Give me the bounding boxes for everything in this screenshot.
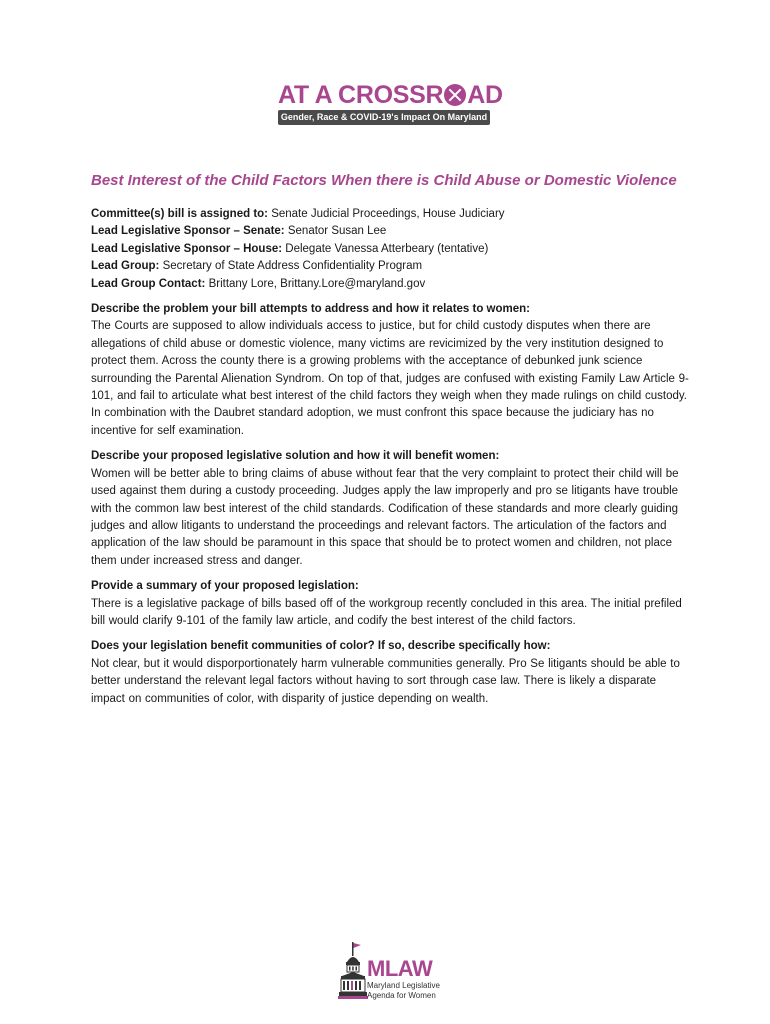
crossroad-logo-title: AT A CROSSR AD [278, 81, 503, 109]
section-body: Women will be better able to bring claims of abuse without fear that the very complaint to protect their child will be used against them during a custody proceeding. Judges apply the law improperly and pro se litigants have trouble with the common law best interest of the child standards. Codification of these standards and more clearly guiding judges and allow litigants to understand the proceedings and relevant factors. The articulation of the factors and application of the law should be paramount in this space that should be to protect women and children, not place them under increased stress and danger. [91, 467, 679, 567]
mlaw-subtitle: Maryland Legislative Agenda for Women [367, 981, 440, 1000]
meta-lead-contact: Lead Group Contact: Brittany Lore, Brittany.Lore@maryland.gov [91, 277, 426, 290]
section-communities-of-color [91, 638, 691, 708]
mlaw-logo [337, 940, 447, 1006]
section-heading: Describe the problem your bill attempts to address and how it relates to women: [91, 303, 530, 316]
meta-lead-group: Lead Group: Secretary of State Address Confidentiality Program [91, 260, 423, 273]
section-problem [91, 301, 691, 440]
crossroad-logo [278, 80, 503, 126]
capitol-building-icon [337, 940, 369, 1004]
document-body [91, 170, 691, 708]
document-title: Best Interest of the Child Factors When there is Child Abuse or Domestic Violence [91, 172, 677, 189]
bill-meta [91, 206, 691, 293]
mlaw-wordmark: MLAW [367, 956, 433, 981]
section-body: Not clear, but it would disporportionately harm vulnerable communities generally. Pro Se litigants should be able to better understand the relevant legal factors without having to sort through case law. There is likely a disparate impact on communities of color, with disparity of justice depending on wealth. [91, 657, 680, 705]
section-body: There is a legislative package of bills based off of the workgroup recently concluded in this area. The initial prefiled bill would clarify 9-101 of the family law article, and codify the best interest of the child factors. [91, 597, 682, 627]
meta-committee: Committee(s) bill is assigned to: Senate Judicial Proceedings, House Judiciary [91, 208, 505, 220]
section-body: The Courts are supposed to allow individuals access to justice, but for child custody disputes when there are allegations of child abuse or domestic violence, many victims are revicimized by the very institution designed to protect them. Across the county there is a growing problems with the acceptance of debunked junk science surrounding the Parental Alienation Syndrom. On top of that, judges are confused with existing Family Law Article 9-101, and fail to articulate what best interest of the child factors they weigh when they made rulings on child custody. In combination with the Daubret standard adoption, we must confront this space because the judiciary has no incentive for self examination. [91, 320, 689, 437]
crossroad-logo-subtitle: Gender, Race & COVID-19's Impact On Maryland [278, 110, 490, 125]
section-heading: Provide a summary of your proposed legislation: [91, 580, 359, 593]
meta-senate-sponsor: Lead Legislative Sponsor – Senate: Senator Susan Lee [91, 225, 387, 238]
meta-house-sponsor: Lead Legislative Sponsor – House: Delegate Vanessa Atterbeary (tentative) [91, 242, 489, 255]
crossroad-x-icon [444, 84, 466, 106]
section-summary [91, 578, 691, 630]
section-heading: Does your legislation benefit communities of color? If so, describe specifically how: [91, 640, 551, 653]
section-solution [91, 448, 691, 570]
section-heading: Describe your proposed legislative solution and how it will benefit women: [91, 450, 500, 463]
